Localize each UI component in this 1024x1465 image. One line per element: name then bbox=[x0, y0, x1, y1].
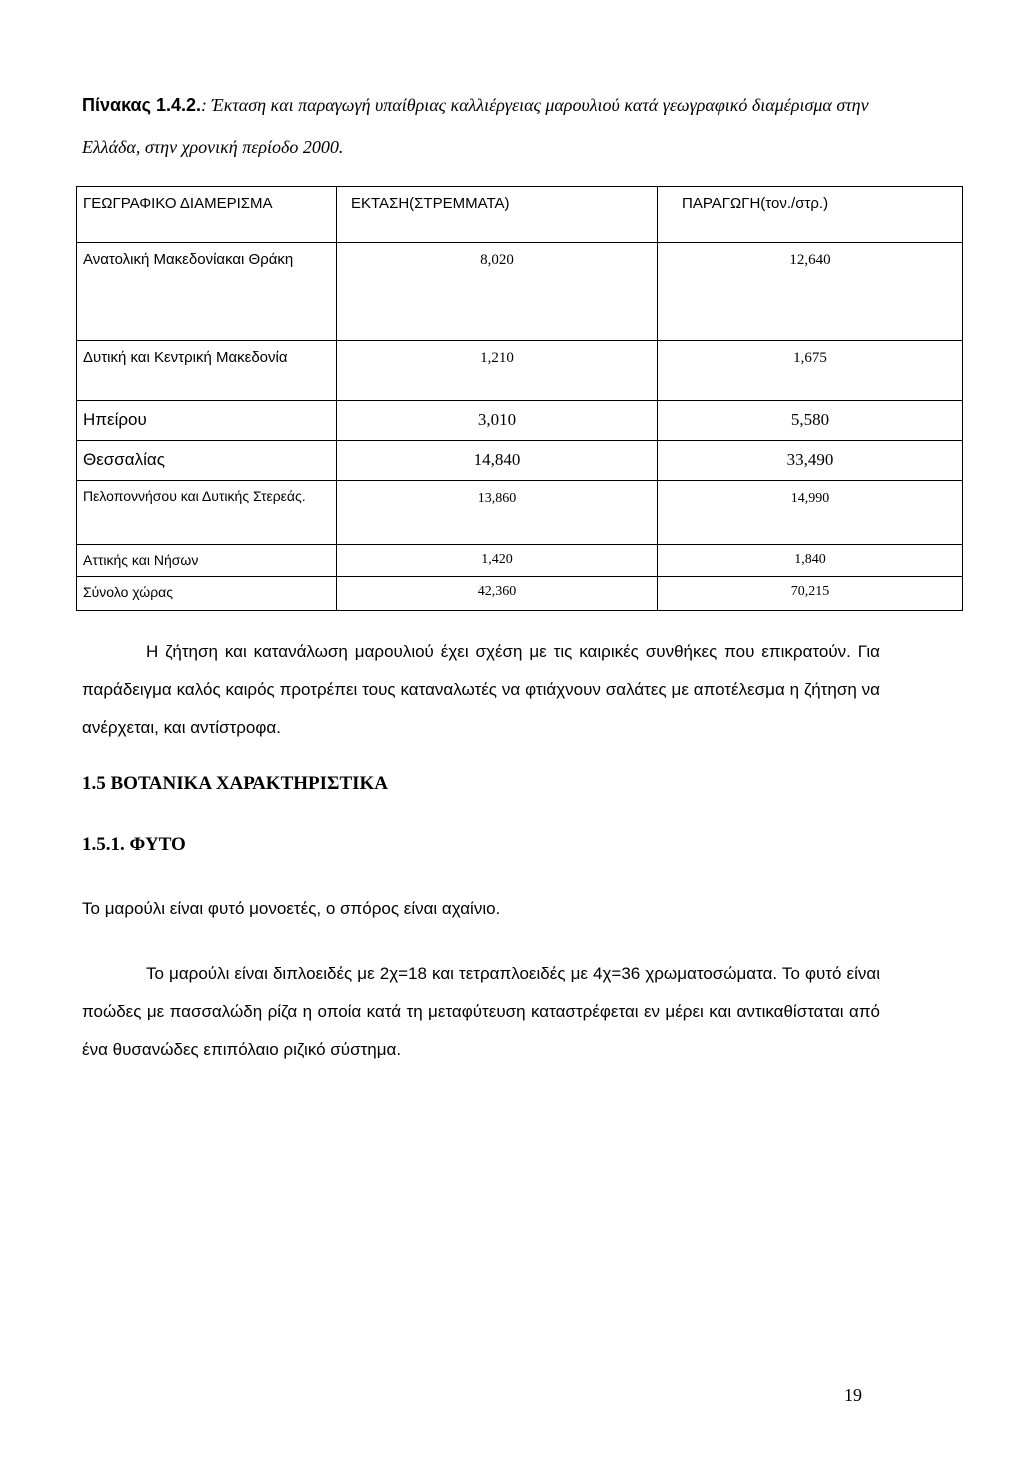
cell-area: 14,840 bbox=[337, 441, 658, 481]
section-heading: 1.5 ΒΟΤΑΝΙΚΑ ΧΑΡΑΚΤΗΡΙΣΤΙΚΑ bbox=[82, 773, 389, 794]
table-row bbox=[77, 243, 963, 341]
cell-area: 13,860 bbox=[337, 481, 658, 545]
cell-production: 5,580 bbox=[658, 401, 963, 441]
cell-production: 1,840 bbox=[658, 545, 963, 577]
header-production: ΠΑΡΑΓΩΓΗ(τον./στρ.) bbox=[658, 187, 963, 243]
table-row bbox=[77, 401, 963, 441]
paragraph-demand-text: Η ζήτηση και κατανάλωση μαρουλιού έχει σχέση με τις καιρικές συνθήκες που επικρατούν. Για παράδειγμα καλός καιρός προτρέπει τους καταναλωτές να φτιάχνουν σαλάτες με αποτέλεσμα η ζήτηση να ανέρχεται, και αντίστροφα. bbox=[82, 642, 880, 737]
caption-text: : Έκταση και παραγωγή υπαίθριας καλλιέργειας μαρουλιού κατά γεωγραφικό διαμέρισμα στην Ελλάδα, στην χρονική περίοδο 2000. bbox=[82, 95, 869, 157]
cell-region: Αττικής και Νήσων bbox=[77, 545, 337, 577]
cell-area: 1,420 bbox=[337, 545, 658, 577]
cell-region: Ανατολική Μακεδονίακαι Θράκη bbox=[77, 243, 337, 341]
cell-region: Σύνολο χώρας bbox=[77, 577, 337, 611]
table-row bbox=[77, 481, 963, 545]
cell-production: 33,490 bbox=[658, 441, 963, 481]
cell-region: Πελοποννήσου και Δυτικής Στερεάς. bbox=[77, 481, 337, 545]
table-row bbox=[77, 545, 963, 577]
cell-region: Θεσσαλίας bbox=[77, 441, 337, 481]
header-region: ΓΕΩΓΡΑΦΙΚΟ ΔΙΑΜΕΡΙΣΜΑ bbox=[77, 187, 337, 243]
cell-area: 8,020 bbox=[337, 243, 658, 341]
subsection-heading: 1.5.1. ΦΥΤΟ bbox=[82, 834, 186, 855]
paragraph-chromosomes bbox=[82, 955, 880, 1069]
page-number: 19 bbox=[844, 1385, 862, 1405]
header-area: ΕΚΤΑΣΗ(ΣΤΡΕΜΜΑΤΑ) bbox=[337, 187, 658, 243]
cell-region: Δυτική και Κεντρική Μακεδονία bbox=[77, 341, 337, 401]
table-row bbox=[77, 577, 963, 611]
paragraph-chromosomes-text: Το μαρούλι είναι διπλοειδές με 2χ=18 και τετραπλοειδές με 4χ=36 χρωματοσώματα. Το φυτό είναι ποώδες με πασσαλώδη ρίζα η οποία κατά τη μεταφύτευση καταστρέφεται εν μέρει και αντικαθίσταται από ένα θυσανώδες επιπόλαιο ριζικό σύστημα. bbox=[82, 964, 880, 1059]
cell-production: 12,640 bbox=[658, 243, 963, 341]
caption-number: Πίνακας 1.4.2. bbox=[82, 95, 201, 115]
cell-area: 42,360 bbox=[337, 577, 658, 611]
cell-production: 1,675 bbox=[658, 341, 963, 401]
cell-production: 70,215 bbox=[658, 577, 963, 611]
data-table bbox=[76, 186, 963, 611]
table-row bbox=[77, 341, 963, 401]
table-row bbox=[77, 441, 963, 481]
cell-production: 14,990 bbox=[658, 481, 963, 545]
table-caption bbox=[82, 84, 892, 168]
cell-area: 1,210 bbox=[337, 341, 658, 401]
cell-area: 3,010 bbox=[337, 401, 658, 441]
cell-region: Ηπείρου bbox=[77, 401, 337, 441]
paragraph-demand bbox=[82, 633, 880, 747]
paragraph-plant: Το μαρούλι είναι φυτό μονοετές, ο σπόρος είναι αχαίνιο. bbox=[82, 899, 501, 918]
